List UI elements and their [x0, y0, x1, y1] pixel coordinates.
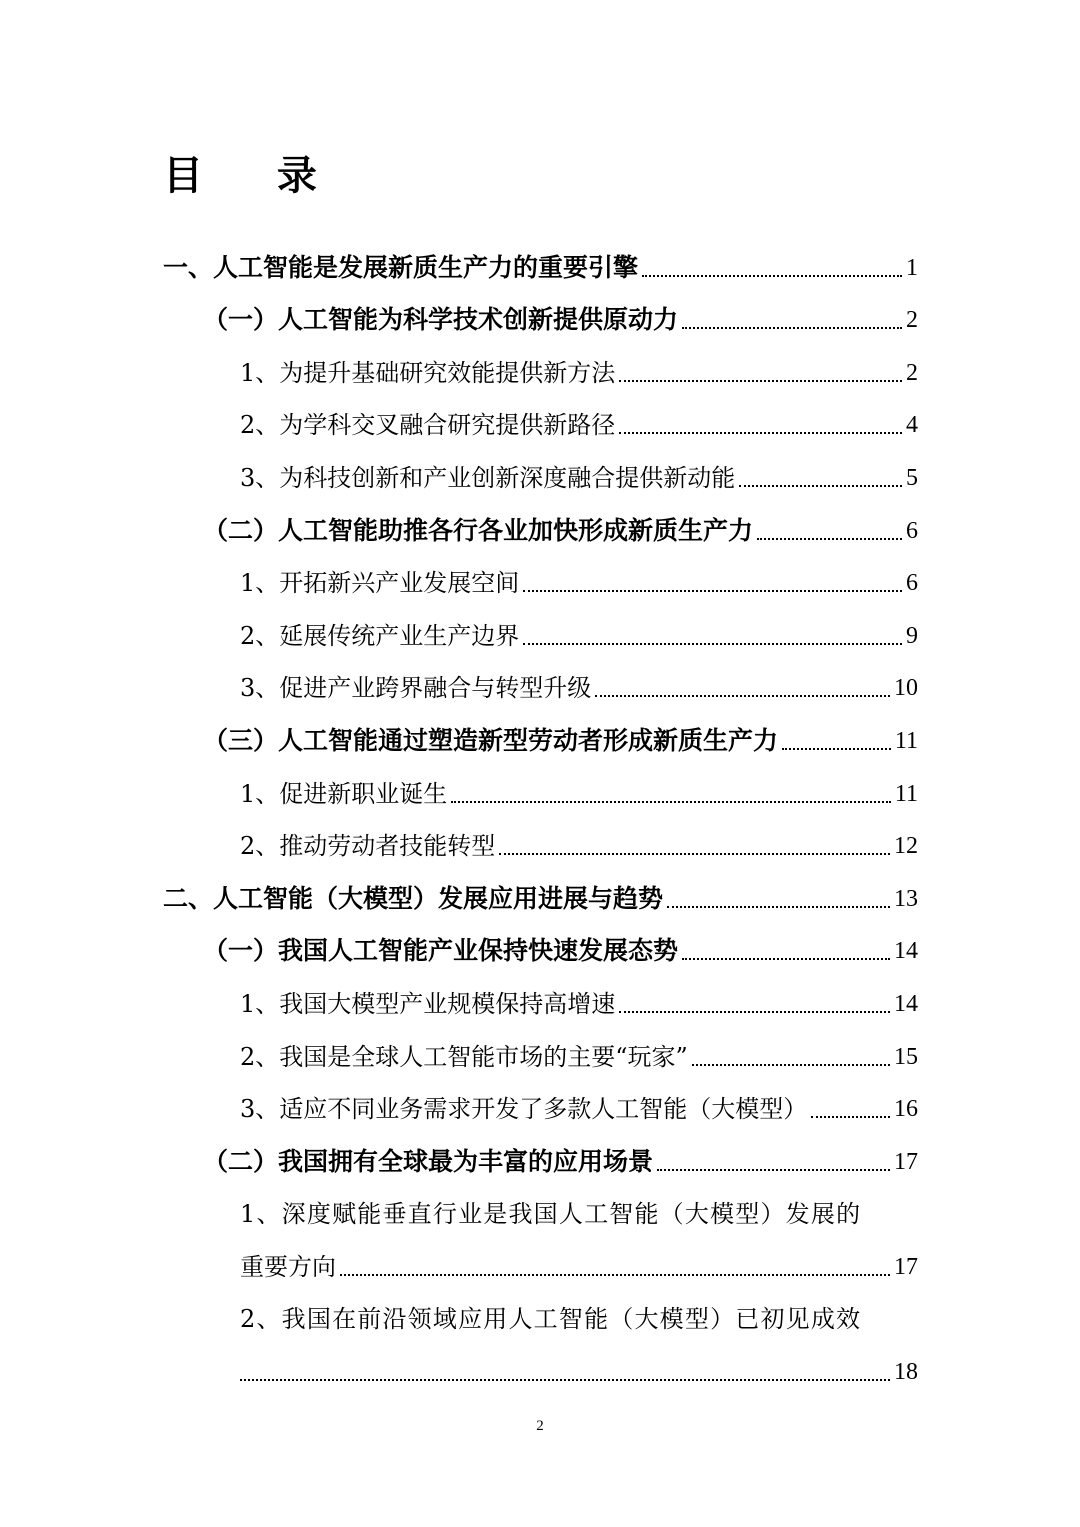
toc-entry-text: 3、为科技创新和产业创新深度融合提供新动能	[240, 463, 736, 492]
dot-leader	[523, 589, 902, 592]
page-number: 2	[536, 1418, 544, 1434]
toc-entry-subsection[interactable]	[240, 396, 918, 449]
toc-entry-subsection[interactable]	[240, 343, 918, 396]
toc-entry-text: 2、为学科交叉融合研究提供新路径	[240, 411, 616, 440]
dot-leader	[523, 642, 902, 645]
toc-entry-subsection[interactable]	[240, 1080, 918, 1133]
toc-entry-subsection[interactable]	[240, 659, 918, 712]
toc-entry-text: 二、人工智能（大模型）发展应用进展与趋势	[163, 883, 664, 913]
dot-leader	[619, 1010, 890, 1013]
toc-entry-section[interactable]	[203, 1132, 918, 1185]
toc-entry-page: 13	[894, 885, 918, 912]
toc-entry-text: 2、延展传统产业生产边界	[240, 621, 520, 650]
toc-entry-page: 6	[906, 570, 918, 597]
toc-entry-page: 11	[894, 727, 918, 754]
toc-entry-text: （一）人工智能为科学技术创新提供原动力	[203, 305, 679, 335]
toc-entry-text: 1、我国大模型产业规模保持高增速	[240, 989, 616, 1018]
toc-entry-page: 12	[894, 833, 918, 860]
dot-leader	[340, 1273, 890, 1276]
toc-entry-subsection-line1[interactable]	[240, 1185, 918, 1238]
toc-entry-page: 9	[906, 622, 918, 649]
toc-entry-page: 1	[906, 254, 918, 281]
dot-leader	[667, 905, 890, 908]
toc-entry-subsection[interactable]	[240, 1027, 918, 1080]
toc-entry-text: 2、我国是全球人工智能市场的主要“玩家”	[240, 1042, 688, 1071]
dot-leader	[619, 431, 902, 434]
toc-entry-page: 15	[894, 1043, 918, 1070]
toc-entry-page: 4	[906, 412, 918, 439]
toc-entry-subsection[interactable]	[240, 554, 918, 607]
toc-entry-section[interactable]	[203, 922, 918, 975]
toc-entry-page: 14	[894, 990, 918, 1017]
toc-entry-section[interactable]	[203, 291, 918, 344]
dot-leader	[642, 274, 902, 277]
toc-entry-chapter[interactable]	[163, 869, 918, 922]
toc-entry-page: 2	[906, 307, 918, 334]
dot-leader	[692, 1063, 890, 1066]
toc-entry-subsection[interactable]	[240, 817, 918, 870]
dot-leader	[739, 484, 902, 487]
toc-entry-page: 17	[894, 1253, 918, 1280]
dot-leader	[782, 747, 891, 750]
toc-entry-text: （三）人工智能通过塑造新型劳动者形成新质生产力	[203, 725, 779, 755]
toc-entry-page: 16	[894, 1096, 918, 1123]
toc-entry-text: 2、我国在前沿领域应用人工智能（大模型）已初见成效	[240, 1305, 862, 1334]
dot-leader	[619, 379, 902, 382]
dot-leader	[451, 800, 891, 803]
toc-entry-page: 2	[906, 359, 918, 386]
toc-entry-text: 3、促进产业跨界融合与转型升级	[240, 674, 592, 703]
toc-entry-subsection[interactable]	[240, 606, 918, 659]
toc-entry-section[interactable]	[203, 711, 918, 764]
toc-entry-subsection-line2[interactable]	[240, 1342, 918, 1395]
dot-leader	[499, 852, 890, 855]
toc-entry-text: 2、推动劳动者技能转型	[240, 832, 496, 861]
toc-entry-subsection[interactable]	[240, 448, 918, 501]
toc-title: 目 录	[163, 153, 347, 199]
toc-entry-text: 1、开拓新兴产业发展空间	[240, 569, 520, 598]
toc-entry-text: 一、人工智能是发展新质生产力的重要引擎	[163, 252, 639, 282]
toc-entry-page: 14	[894, 938, 918, 965]
dot-leader	[657, 1168, 890, 1171]
toc-entry-page: 10	[894, 675, 918, 702]
toc-entry-text: （二）我国拥有全球最为丰富的应用场景	[203, 1146, 654, 1176]
dot-leader	[757, 537, 902, 540]
dot-leader	[240, 1378, 890, 1381]
toc-entry-subsection[interactable]	[240, 974, 918, 1027]
toc-entry-text: （一）我国人工智能产业保持快速发展态势	[203, 936, 679, 966]
toc-entry-text: 3、适应不同业务需求开发了多款人工智能（大模型）	[240, 1095, 808, 1124]
dot-leader	[682, 326, 902, 329]
toc-entry-page: 18	[894, 1359, 918, 1386]
toc-entry-page: 5	[906, 464, 918, 491]
toc-entry-text: 1、深度赋能垂直行业是我国人工智能（大模型）发展的	[240, 1200, 862, 1229]
dot-leader	[682, 957, 890, 960]
toc-entry-text: 1、促进新职业诞生	[240, 779, 448, 808]
toc-entry-text: 1、为提升基础研究效能提供新方法	[240, 358, 616, 387]
toc-entry-subsection[interactable]	[240, 764, 918, 817]
toc-list	[0, 238, 1080, 1395]
toc-entry-section[interactable]	[203, 501, 918, 554]
dot-leader	[595, 694, 890, 697]
toc-entry-page: 17	[894, 1148, 918, 1175]
toc-entry-continuation: 重要方向	[240, 1252, 336, 1281]
toc-entry-text: （二）人工智能助推各行各业加快形成新质生产力	[203, 515, 754, 545]
toc-entry-page: 11	[894, 780, 918, 807]
toc-entry-subsection-line1[interactable]	[240, 1290, 918, 1343]
toc-entry-subsection-line2[interactable]	[240, 1237, 918, 1290]
toc-entry-chapter[interactable]	[163, 238, 918, 291]
toc-entry-page: 6	[906, 517, 918, 544]
dot-leader	[811, 1115, 890, 1118]
